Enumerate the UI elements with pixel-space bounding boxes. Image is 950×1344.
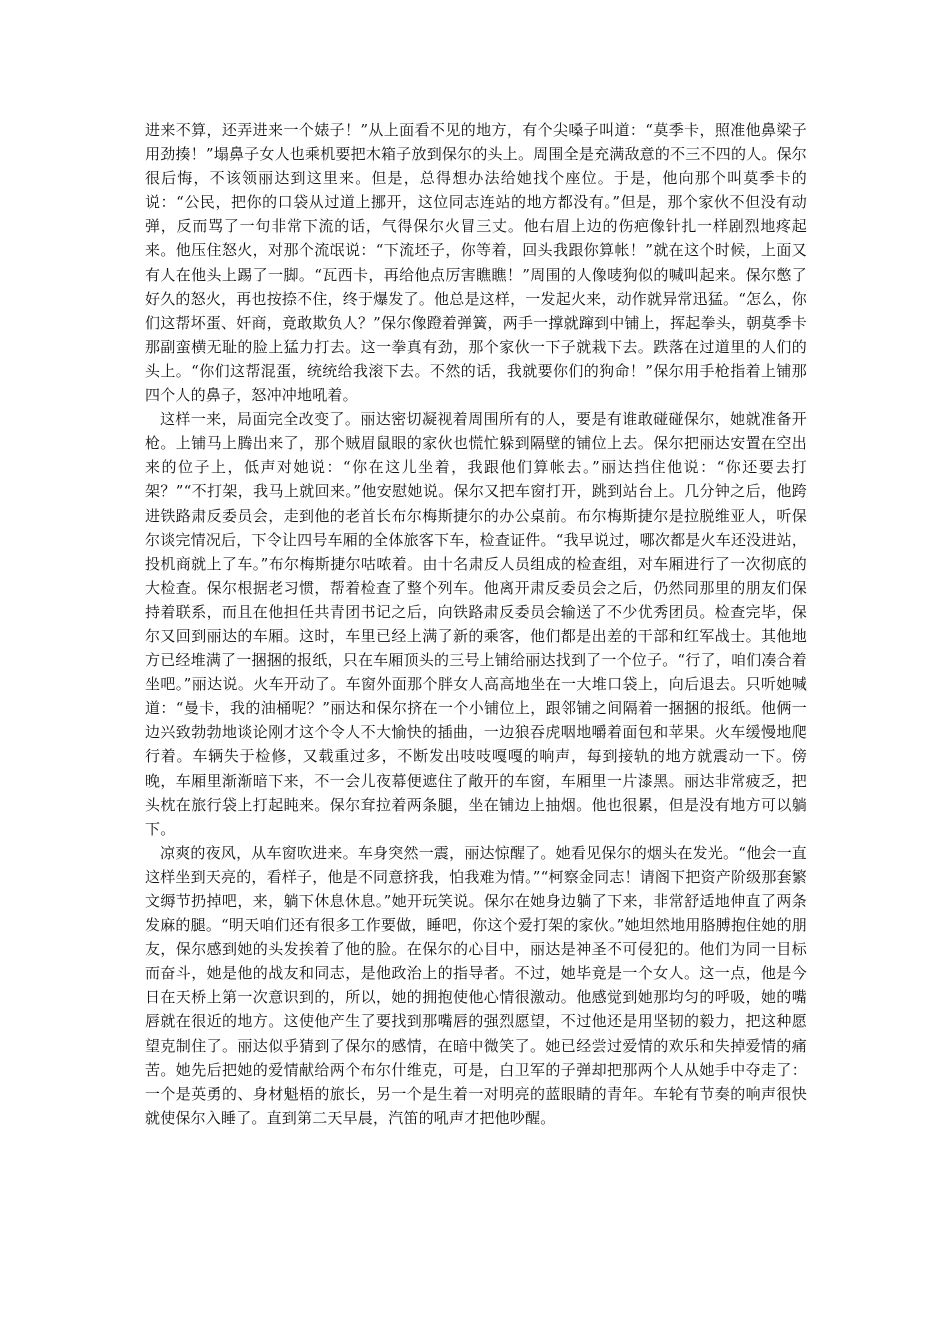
paragraph-1: 进来不算，还弄进来一个婊子！”从上面看不见的地方，有个尖嗓子叫道：“莫季卡，照准他鼻梁子用劲揍！”塌鼻子女人也乘机要把木箱子放到保尔的头上。周围全是充满敌意的不三不四的人。保尔很后悔，不该领丽达到这里来。但是，总得想办法给她找个座位。于是，他向那个叫莫季卡的说：“公民，把你的口袋从过道上挪开，这位同志连站的地方都没有。”但是，那个家伙不但没有动弹，反而骂了一句非常下流的话，气得保尔火冒三丈。他右眉上边的伤疤像针扎一样剧烈地疼起来。他压住怒火，对那个流氓说：“下流坯子，你等着，回头我跟你算帐！”就在这个时候，上面又有人在他头上踢了一脚。“瓦西卡，再给他点厉害瞧瞧！”周围的人像唛狗似的喊叫起来。保尔憋了好久的怒火，再也按捺不住，终于爆发了。他总是这样，一发起火来，动作就异常迅猛。“怎么，你们这帮坏蛋、奸商，竟敢欺负人？”保尔像蹬着弹簧，两手一撑就蹿到中铺上，挥起拳头，朝莫季卡那副蛮横无耻的脸上猛力打去。这一拳真有劲，那个家伙一下子就栽下去。跌落在过道里的人们的头上。“你们这帮混蛋，统统给我滚下去。不然的话，我就要你们的狗命！”保尔用手枪指着上铺那四个人的鼻子，怒冲冲地吼着。 [145, 121, 807, 405]
body-text [145, 118, 807, 1130]
paragraph-3: 凉爽的夜风，从车窗吹进来。车身突然一震，丽达惊醒了。她看见保尔的烟头在发光。“他会一直这样坐到天亮的，看样子，他是不同意挤我，怕我难为情。”“柯察金同志！请阁下把资产阶级那套繁文缛节扔掉吧，来，躺下休息休息。”她开玩笑说。保尔在她身边躺了下来，非常舒适地伸直了两条发麻的腿。“明天咱们还有很多工作要做，睡吧，你这个爱打架的家伙。”她坦然地用胳膊抱住她的朋友，保尔感到她的头发挨着了他的脸。在保尔的心目中，丽达是神圣不可侵犯的。他们为同一目标而奋斗，她是他的战友和同志，是他政治上的指导者。不过，她毕竟是一个女人。这一点，他是今日在天桥上第一次意识到的，所以，她的拥抱使他心情很激动。他感觉到她那均匀的呼吸，她的嘴唇就在很近的地方。这使他产生了要找到那嘴唇的强烈愿望，不过他还是用坚韧的毅力，把这种愿望克制住了。丽达似乎猜到了保尔的感情，在暗中微笑了。她已经尝过爱情的欢乐和失掉爱情的痛苦。她先后把她的爱情献给两个布尔什维克，可是，白卫军的子弹却把那两个人从她手中夺走了：一个是英勇的、身材魁梧的旅长，另一个是生着一对明亮的蓝眼睛的青年。车轮有节奏的响声很快就使保尔入睡了。直到第二天早晨，汽笛的吼声才把他吵醒。 [145, 843, 807, 1127]
paragraph-2: 这样一来，局面完全改变了。丽达密切凝视着周围所有的人，要是有谁敢碰碰保尔，她就准备开枪。上铺马上腾出来了，那个贼眉鼠眼的家伙也慌忙躲到隔壁的铺位上去。保尔把丽达安置在空出来的位子上，低声对她说：“你在这儿坐着，我跟他们算帐去。”丽达挡住他说：“你还要去打架？”“不打架，我马上就回来。”他安慰她说。保尔又把车窗打开，跳到站台上。几分钟之后，他跨进铁路肃反委员会，走到他的老首长布尔梅斯捷尔的办公桌前。布尔梅斯捷尔是拉脱维亚人，听保尔谈完情况后，下令让四号车厢的全体旅客下车，检查证件。“我早说过，哪次都是火车还没进站，投机商就上了车。”布尔梅斯捷尔咕哝着。由十名肃反人员组成的检查组，对车厢进行了一次彻底的大检查。保尔根据老习惯，帮着检查了整个列车。他离开肃反委员会之后，仍然同那里的朋友们保持着联系，而且在他担任共青团书记之后，向铁路肃反委员会输送了不少优秀团员。检查完毕，保尔又回到丽达的车厢。这时，车里已经上满了新的乘客，他们都是出差的干部和红军战士。其他地方已经堆满了一捆捆的报纸，只在车厢顶头的三号上铺给丽达找到了一个位子。“行了，咱们凑合着坐吧。”丽达说。火车开动了。车窗外面那个胖女人高高地坐在一大堆口袋上，向后退去。只听她喊道：“曼卡，我的油桶呢？”丽达和保尔挤在一个小铺位上，跟邻铺之间隔着一捆捆的报纸。他俩一边兴致勃勃地谈论刚才这个令人不大愉快的插曲，一边狼吞虎咽地嚼着面包和苹果。火车缓慢地爬行着。车辆失于检修，又载重过多，不断发出吱吱嘎嘎的响声，每到接轨的地方就震动一下。傍晚，车厢里渐渐暗下来，不一会儿夜幕便遮住了敞开的车窗，车厢里一片漆黑。丽达非常疲乏，把头枕在旅行袋上打起盹来。保尔耷拉着两条腿，坐在铺边上抽烟。他也很累，但是没有地方可以躺下。 [145, 410, 807, 838]
